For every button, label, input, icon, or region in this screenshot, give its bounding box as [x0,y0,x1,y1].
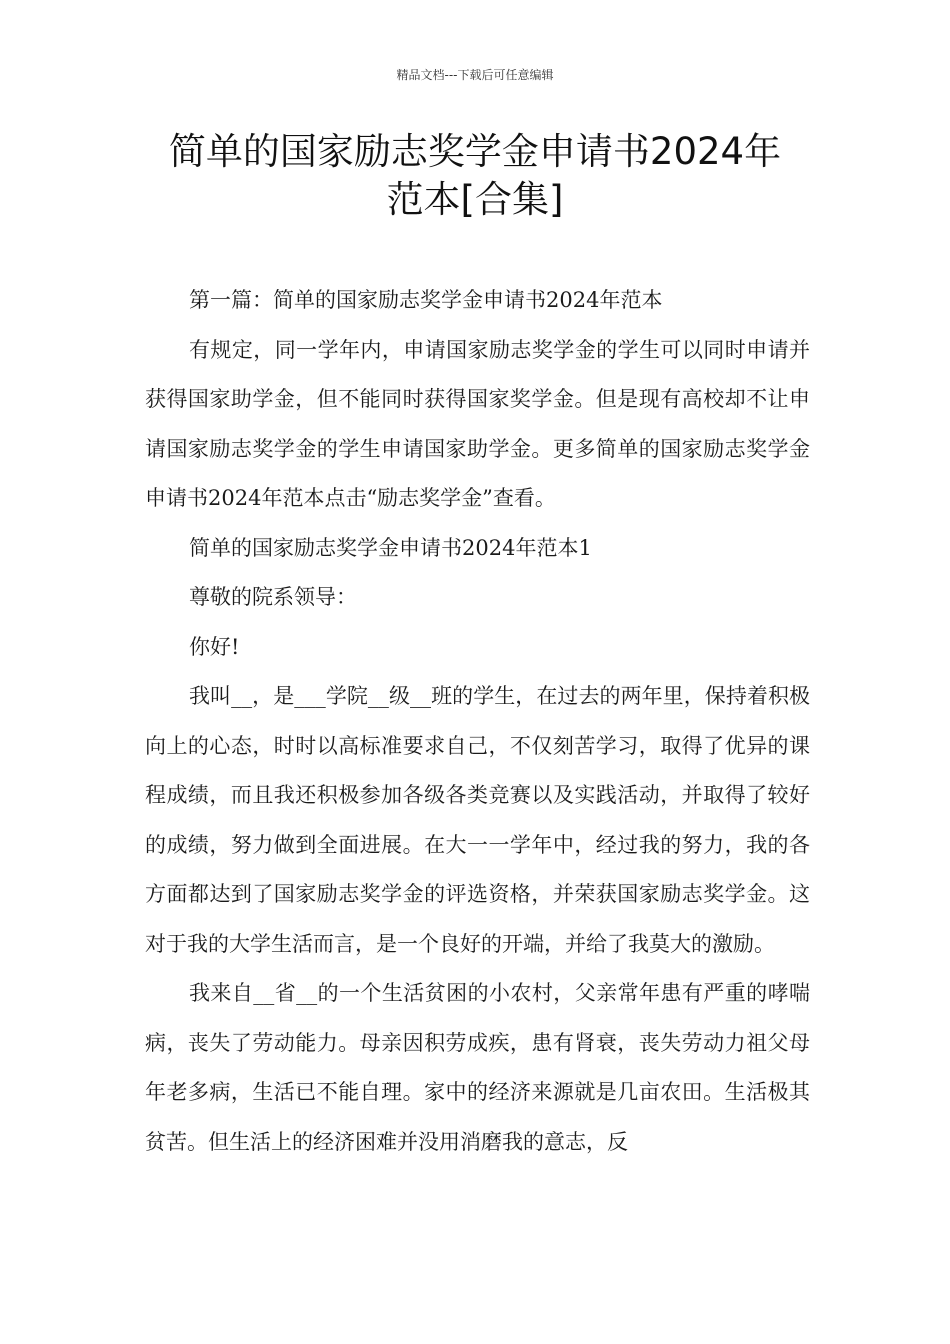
title-line-1: 简单的国家励志奖学金申请书2024年 [168,130,782,173]
body-paragraph: 我叫__，是___学院__级__班的学生，在过去的两年里，保持着积极向上的心态，时时以高标准要求自己，不仅刻苦学习，取得了优异的课程成绩，而且我还积极参加各级各类竞赛以及实践活动，并取得了较好的成绩，努力做到全面进展。在大一一学年中，经过我的努力，我的各方面都达到了国家励志奖学金的评选资格，并荣获国家励志奖学金。这对于我的大学生活而言，是一个良好的开端，并给了我莫大的激励。 [145,684,810,956]
body-paragraph: 我来自__省__的一个生活贫困的小农村，父亲常年患有严重的哮喘病，丧失了劳动能力。母亲因积劳成疾，患有肾衰，丧失劳动力祖父母年老多病，生活已不能自理。家中的经济来源就是几亩农田。生活极其贫苦。但生活上的经济困难并没用消磨我的意志，反 [145,981,810,1154]
document-title [60,128,890,224]
greeting: 你好! [189,634,240,659]
salutation: 尊敬的院系领导： [189,585,357,609]
section-heading: 第一篇：简单的国家励志奖学金申请书2024年范本 [189,288,663,312]
title-line-2: 范本[合集] [386,178,564,221]
intro-paragraph: 有规定，同一学年内，申请国家励志奖学金的学生可以同时申请并获得国家助学金，但不能同时获得国家奖学金。但是现有高校却不让申请国家励志奖学金的学生申请国家助学金。更多简单的国家励志奖学金申请书2024年范本点击“励志奖学金”查看。 [145,337,810,510]
header-note: 精品文档---下载后可任意编辑 [396,68,554,82]
document-body [145,276,810,1167]
sample-heading: 简单的国家励志奖学金申请书2024年范本1 [189,535,592,560]
